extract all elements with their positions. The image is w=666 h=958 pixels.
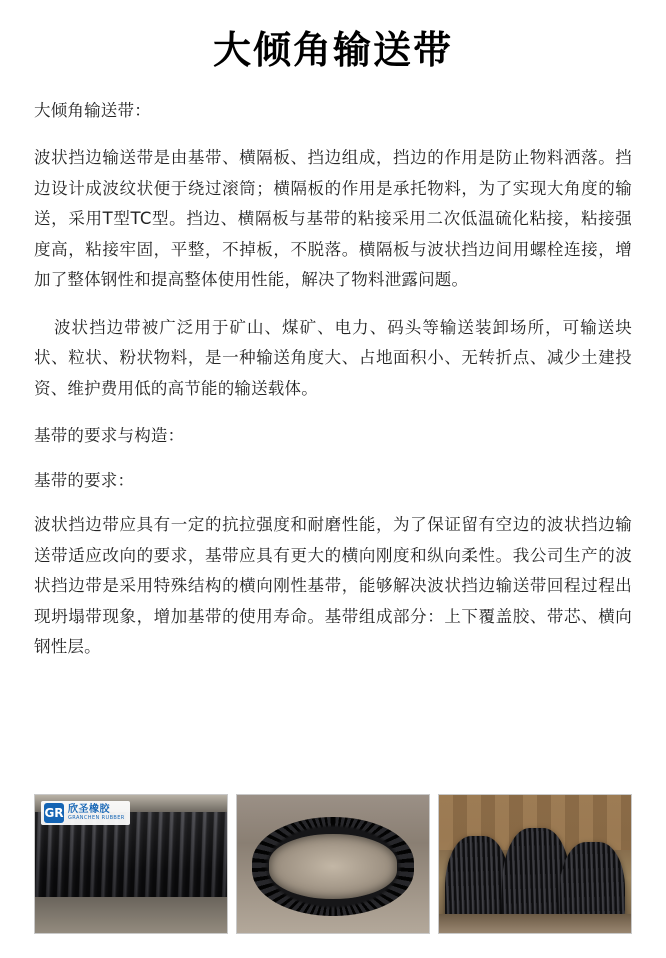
section-heading-base-belt: 基带的要求与构造：: [34, 426, 185, 446]
logo-text: [68, 805, 125, 821]
paragraph-structure: 波状挡边输送带是由基带、横隔板、挡边组成，挡边的作用是防止物料洒落。挡边设计成波纹状便于绕过滚筒；横隔板的作用是承托物料，为了实现大角度的输送，采用T型TC型。挡边、横隔板与基带的粘接采用二次低温硫化粘接，粘接强度高，粘接牢固，平整，不掉板，不脱落。横隔板与波状挡边间用螺栓连接，增加了整体钢性和提高整体使用性能，解决了物料泄露问题。: [34, 148, 632, 290]
belt-ribs-pattern: [252, 817, 413, 916]
gallery-photo-belt-loop: [236, 794, 430, 934]
logo-mark-icon: GR: [44, 803, 64, 823]
logo-name-cn: 欣圣橡胶: [68, 804, 110, 815]
gallery-photo-warehouse-stacks: [438, 794, 632, 934]
image-gallery: [34, 794, 632, 934]
company-logo: [41, 801, 130, 825]
section-heading-sidewall: 大倾角输送带：: [34, 100, 151, 120]
photo-floor: [35, 897, 227, 933]
section-heading-base-belt-requirements: 基带的要求：: [34, 470, 135, 490]
warehouse-floor: [439, 914, 631, 933]
paragraph-application: 波状挡边带被广泛用于矿山、煤矿、电力、码头等输送装卸场所，可输送块状、粒状、粉状物料，是一种输送角度大、占地面积小、无转折点、减少土建投资、维护费用低的高节能的输送载体。: [34, 317, 632, 398]
page-title: 大倾角输送带: [212, 28, 453, 72]
belt-stack: [445, 836, 510, 922]
paragraph-base-belt-detail: 波状挡边带应具有一定的抗拉强度和耐磨性能，为了保证留有空边的波状挡边输送带适应改向的要求，基带应具有更大的横向刚度和纵向柔性。我公司生产的波状挡边带是采用特殊结构的横向刚性基带，能够解决波状挡边输送带回程过程出现坍塌带现象，增加基带的使用寿命。基带组成部分：上下覆盖胶、带芯、横向钢性层。: [34, 515, 632, 657]
gallery-photo-sidewall-rolls: [34, 794, 228, 934]
belt-stack: [560, 842, 625, 919]
logo-name-en: GRANCHEN RUBBER: [68, 815, 125, 821]
document-page: [0, 28, 666, 958]
